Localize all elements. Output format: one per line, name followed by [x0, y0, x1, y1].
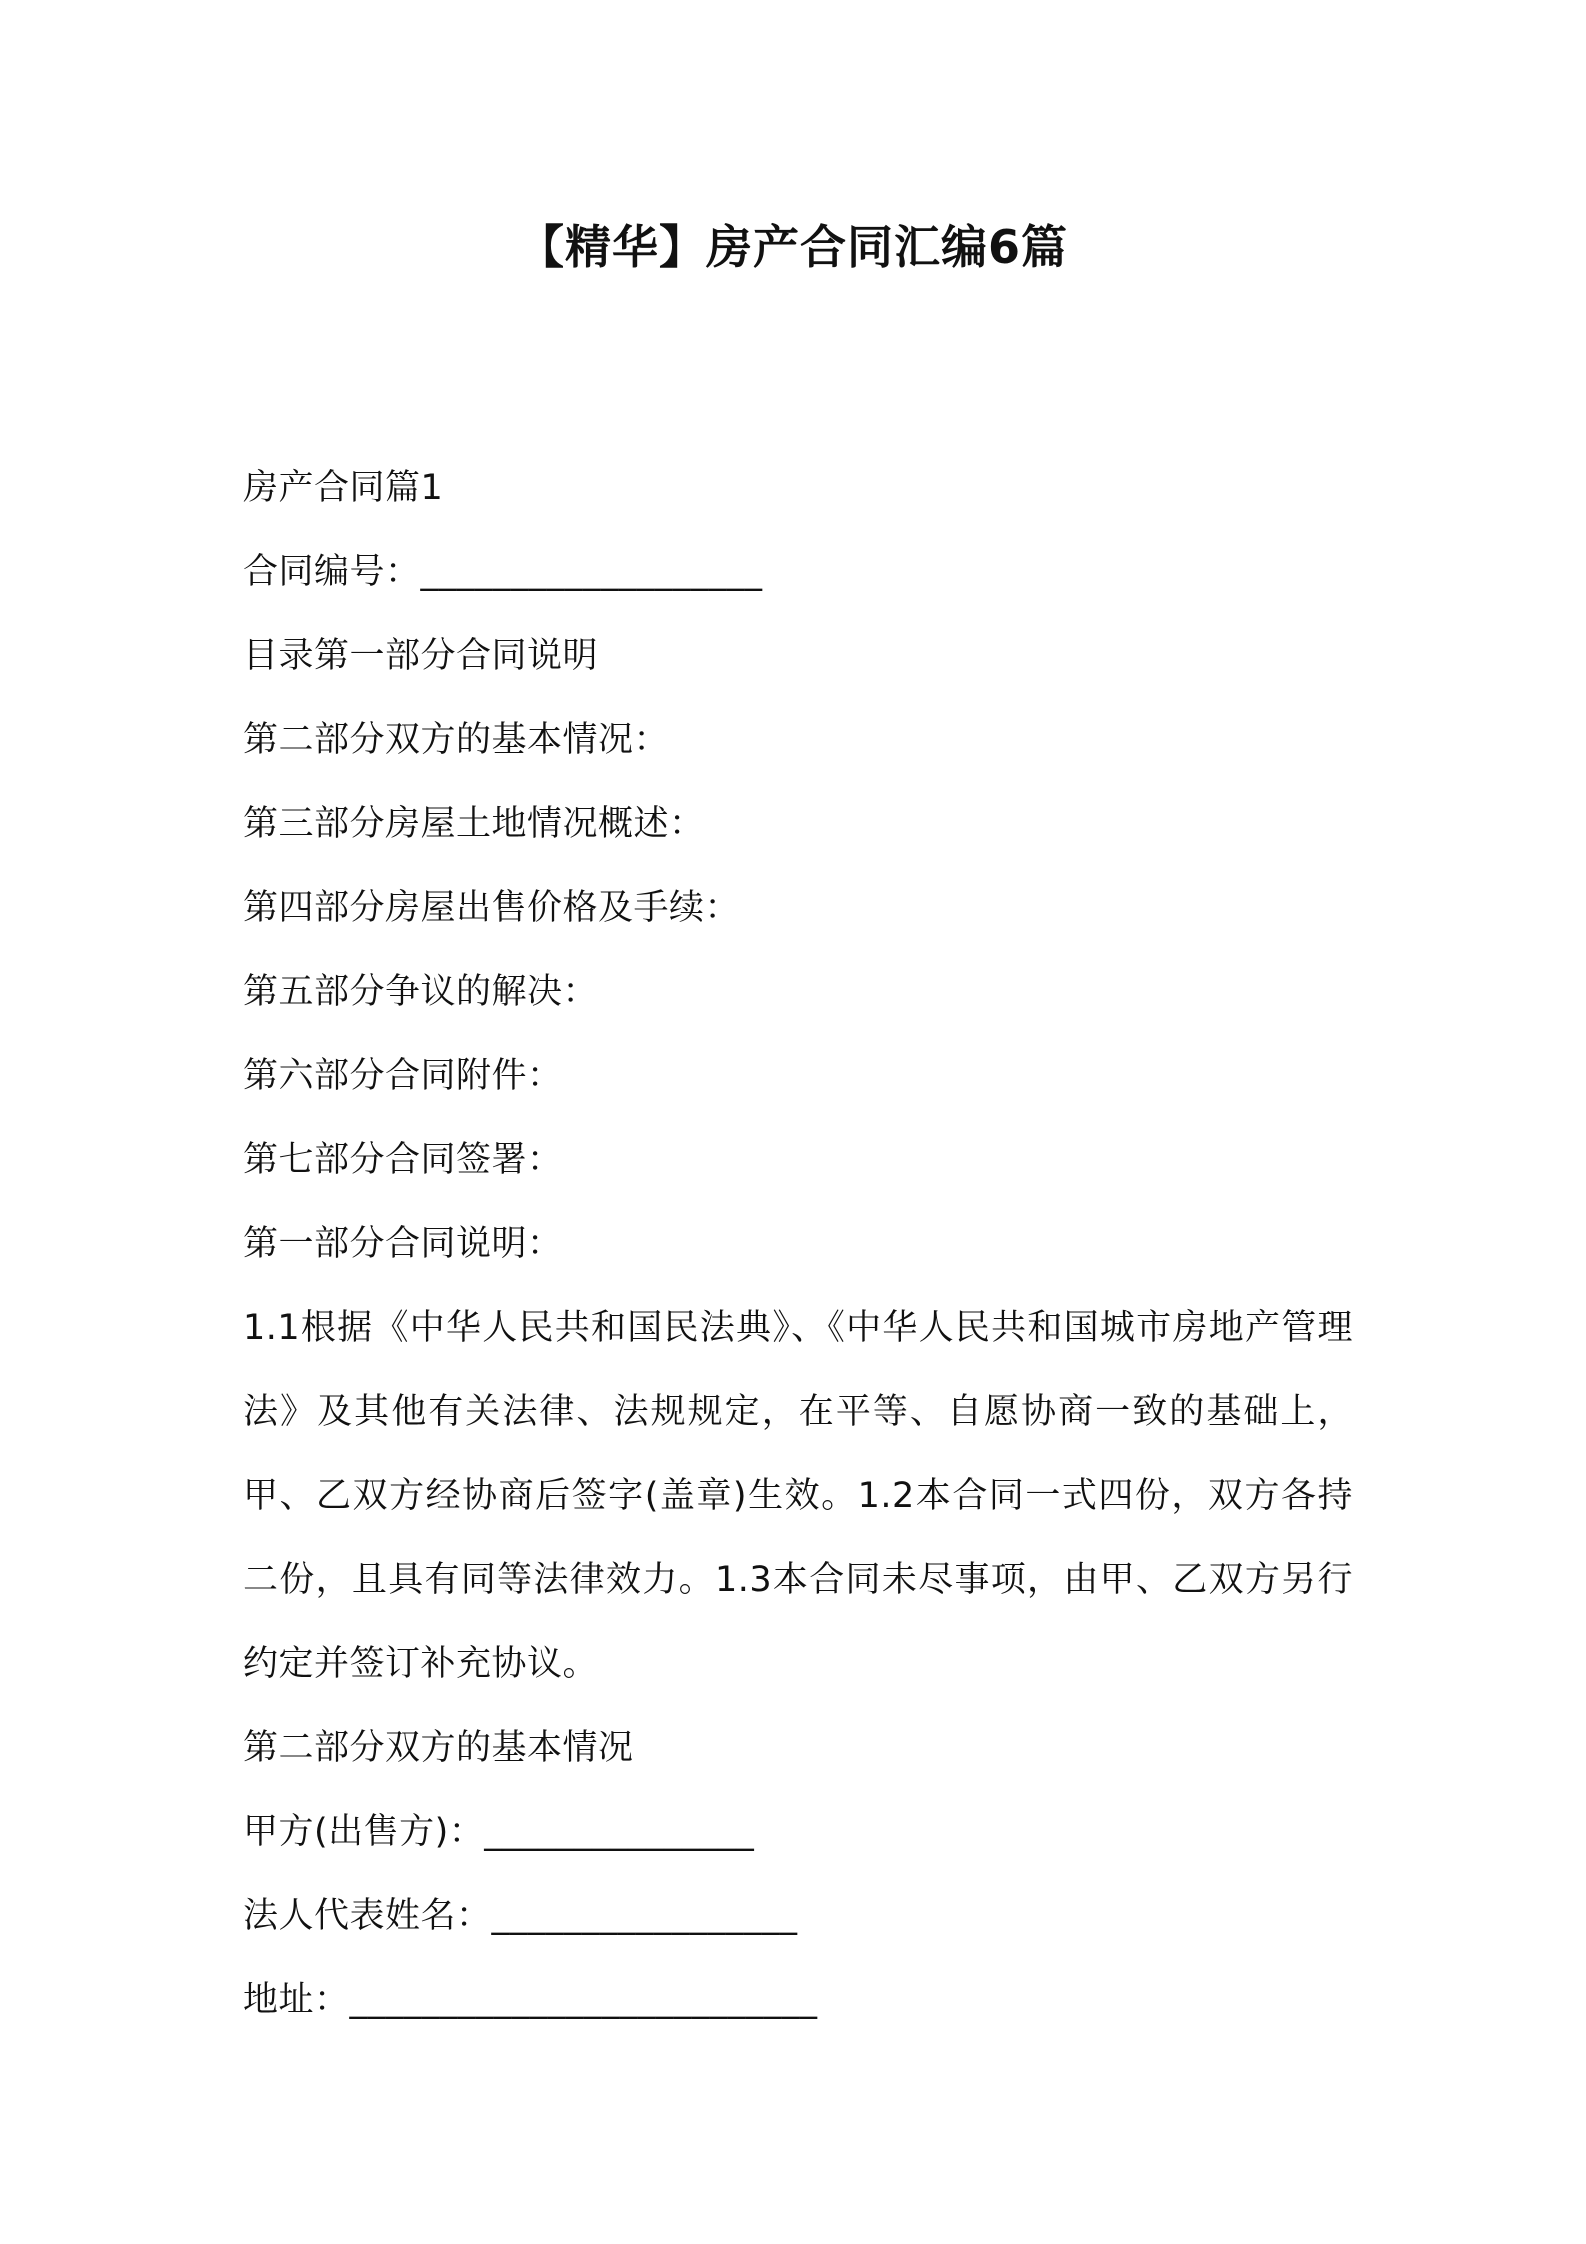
party-a-field: 甲方(出售方)：_______________: [243, 1812, 755, 1852]
toc-part-4: 第四部分房屋出售价格及手续：: [243, 888, 741, 928]
toc-part-7: 第七部分合同签署：: [243, 1140, 563, 1180]
contract-number-field: 合同编号：___________________: [243, 552, 763, 592]
part-1-heading: 第一部分合同说明：: [243, 1224, 563, 1264]
part-2-heading: 第二部分双方的基本情况: [243, 1728, 634, 1768]
toc-part-3: 第三部分房屋土地情况概述：: [243, 804, 705, 844]
toc-part-5: 第五部分争议的解决：: [243, 972, 599, 1012]
toc-part-6: 第六部分合同附件：: [243, 1056, 563, 1096]
document-body: [243, 446, 1363, 2042]
toc-part-1: 目录第一部分合同说明: [243, 636, 599, 676]
document-title: 【精华】房产合同汇编6篇: [517, 220, 1068, 274]
toc-part-2: 第二部分双方的基本情况：: [243, 720, 670, 760]
section-heading-contract-1: 房产合同篇1: [243, 468, 444, 508]
contract-description-paragraph: 1.1根据《中华人民共和国民法典》、《中华人民共和国城市房地产管理法》及其他有关法律、法规规定，在平等、自愿协商一致的基础上，甲、乙双方经协商后签字(盖章)生效。1.2本合同一式四份，双方各持二份，且具有同等法律效力。1.3本合同未尽事项，由甲、乙双方另行约定并签订补充协议。: [243, 1308, 1353, 1684]
address-field: 地址：__________________________: [243, 1980, 818, 2020]
legal-representative-field: 法人代表姓名：_________________: [243, 1896, 798, 1936]
